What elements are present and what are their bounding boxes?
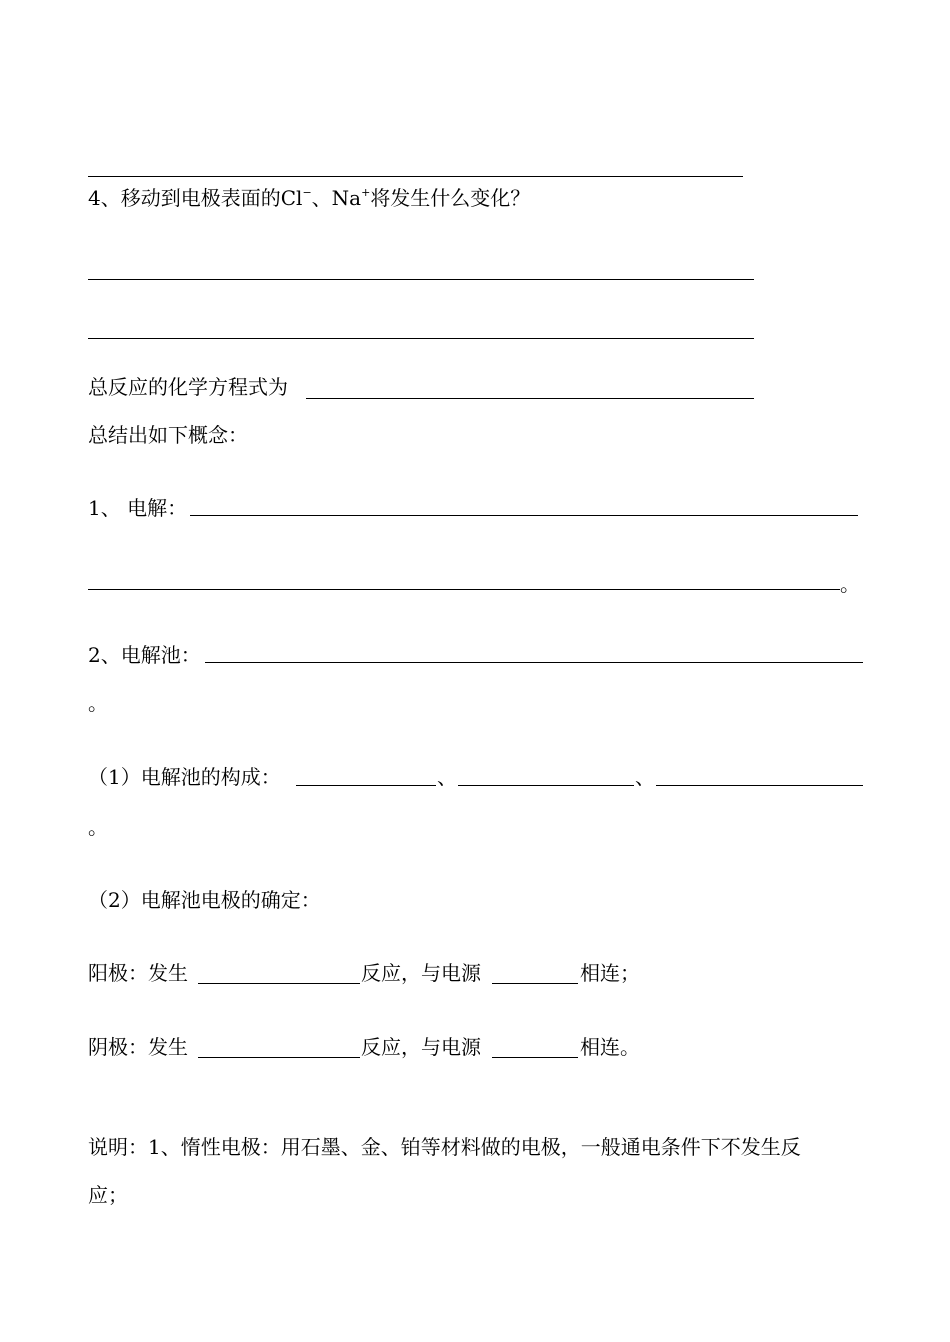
total-reaction-blank[interactable] xyxy=(306,398,754,399)
ion-separator: 、 xyxy=(311,186,332,210)
cathode-label: 阴极：发生 xyxy=(88,1035,188,1059)
summary-intro: 总结出如下概念： xyxy=(88,423,248,447)
anode-reaction-blank[interactable] xyxy=(198,983,360,984)
concept-1-label: 1、 电解： xyxy=(88,496,188,520)
answer-line-q4-2[interactable] xyxy=(88,338,754,339)
note-line-2: 应； xyxy=(88,1183,128,1207)
concept-2-end: 。 xyxy=(88,691,108,715)
note-line-1: 说明：1、惰性电极：用石墨、金、铂等材料做的电极，一般通电条件下不发生反 xyxy=(88,1135,801,1159)
anode-label: 阳极：发生 xyxy=(88,961,188,985)
chloride-charge: − xyxy=(302,186,312,199)
concept-2-label: 2、电解池： xyxy=(88,643,201,667)
composition-end: 。 xyxy=(88,815,108,839)
cathode-pole-blank[interactable] xyxy=(492,1057,578,1058)
cathode-mid: 反应，与电源 xyxy=(361,1035,481,1059)
concept-1-blank-2[interactable] xyxy=(88,589,840,590)
composition-blank-1[interactable] xyxy=(296,785,436,786)
anode-end: 相连； xyxy=(580,961,640,985)
composition-sep-2: 、 xyxy=(635,765,655,789)
electrode-rule-label: （2）电解池电极的确定： xyxy=(88,888,321,912)
concept-1-end: 。 xyxy=(840,572,860,596)
cathode-end: 相连。 xyxy=(580,1035,640,1059)
composition-label: （1）电解池的构成： xyxy=(88,765,281,789)
sodium-charge: + xyxy=(361,186,371,199)
answer-line-q4-1[interactable] xyxy=(88,279,754,280)
anode-mid: 反应，与电源 xyxy=(361,961,481,985)
concept-1-blank-1[interactable] xyxy=(190,515,858,516)
sodium-symbol: Na xyxy=(331,186,362,210)
question-4-prefix: 4、移动到电极表面的 xyxy=(88,186,281,210)
question-4 xyxy=(88,186,530,210)
chloride-symbol: Cl xyxy=(280,186,303,210)
cathode-reaction-blank[interactable] xyxy=(198,1057,360,1058)
total-reaction-label: 总反应的化学方程式为 xyxy=(88,375,288,399)
composition-blank-3[interactable] xyxy=(656,785,863,786)
answer-line-top[interactable] xyxy=(88,176,743,177)
composition-sep-1: 、 xyxy=(437,765,457,789)
composition-blank-2[interactable] xyxy=(458,785,634,786)
anode-pole-blank[interactable] xyxy=(492,983,578,984)
question-4-suffix: 将发生什么变化？ xyxy=(370,186,531,210)
concept-2-blank[interactable] xyxy=(205,662,863,663)
